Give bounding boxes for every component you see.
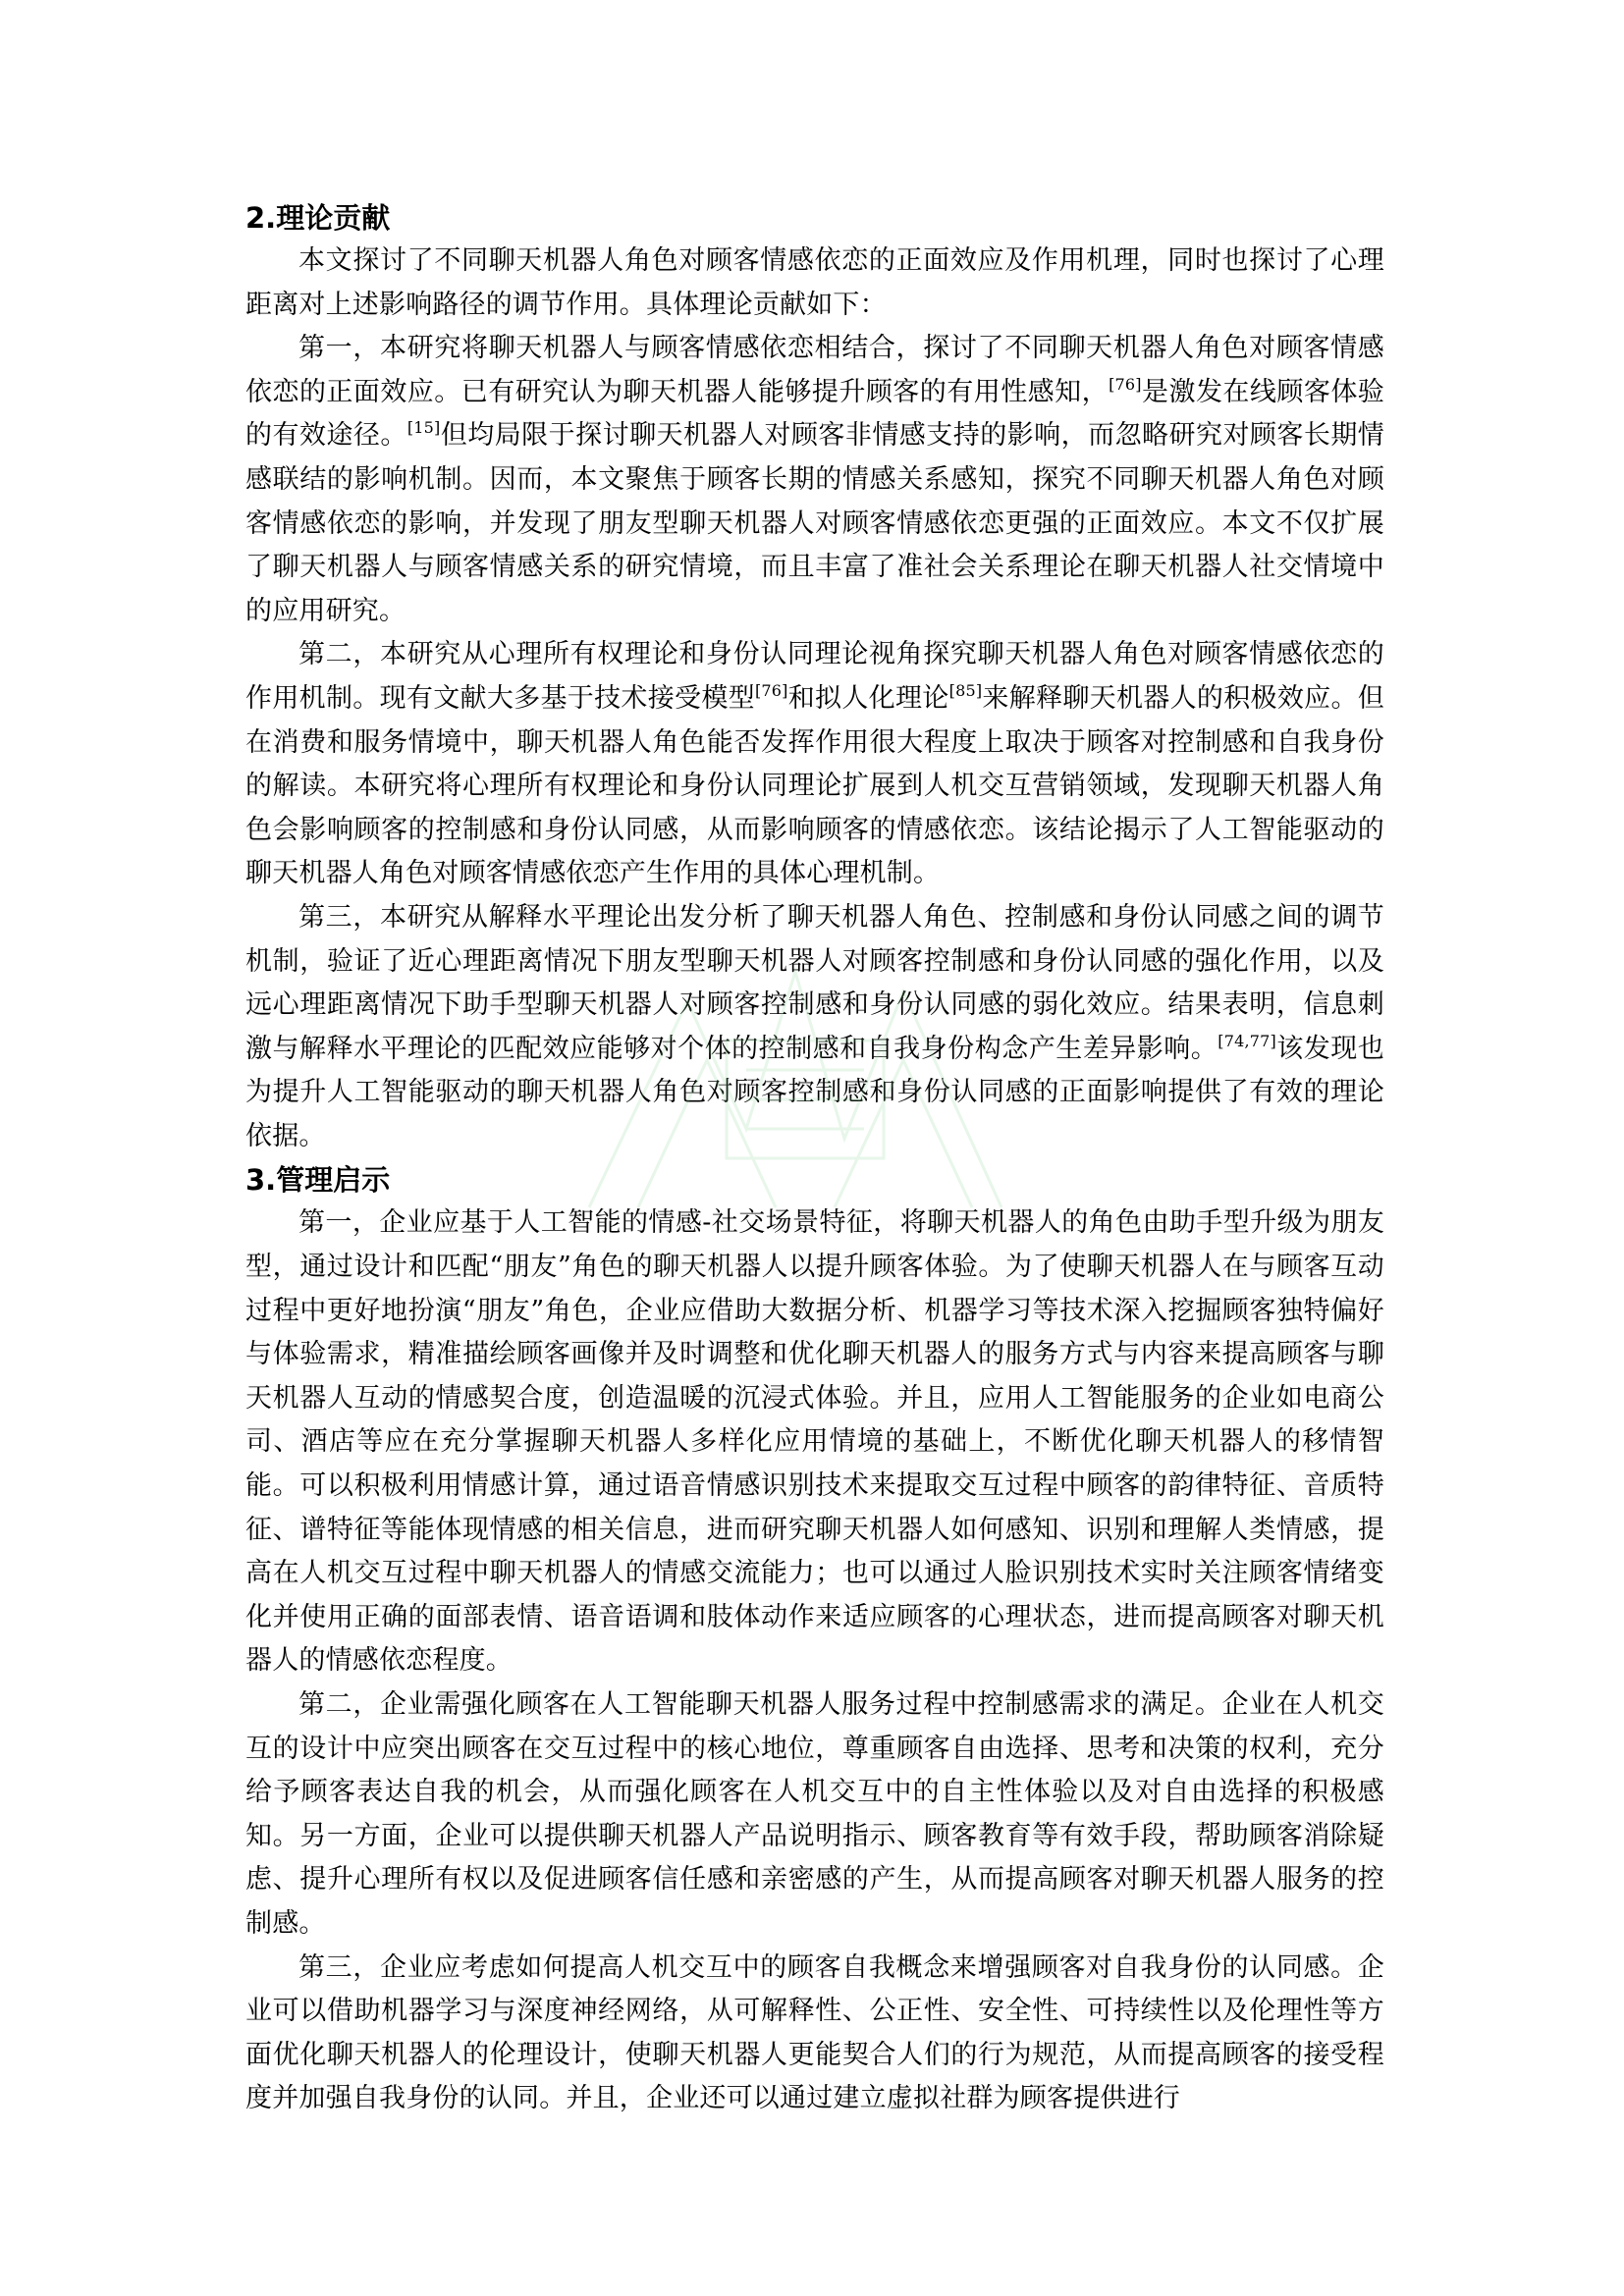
citation: [85]: [948, 680, 983, 700]
citation: [74,77]: [1218, 1031, 1276, 1050]
citation: [76]: [1109, 374, 1142, 394]
paragraph: [245, 896, 1384, 1159]
text-run: 第一，本研究将聊天机器人与顾客情感依恋相结合，探讨了不同聊天机器人角色对顾客情感依恋的正面效应。已有研究认为聊天机器人能够提升顾客的有用性感知，: [245, 333, 1384, 407]
paragraph: [245, 327, 1384, 633]
paragraph: [245, 240, 1384, 327]
paragraph: [245, 1683, 1384, 1947]
text-run: 第二，企业需强化顾客在人工智能聊天机器人服务过程中控制感需求的满足。企业在人机交互的设计中应突出顾客在交互过程中的核心地位，尊重顾客自由选择、思考和决策的权利，充分给予顾客表达自我的机会，从而强化顾客在人机交互中的自主性体验以及对自由选择的积极感知。另一方面，企业可以提供聊天机器人产品说明指示、顾客教育等有效手段，帮助顾客消除疑虑、提升心理所有权以及促进顾客信任感和亲密感的产生，从而提高顾客对聊天机器人服务的控制感。: [245, 1689, 1384, 1939]
text-run: 和拟人化理论: [787, 682, 949, 714]
text-run: 第一，企业应基于人工智能的情感-社交场景特征，将聊天机器人的角色由助手型升级为朋友型，通过设计和匹配“朋友”角色的聊天机器人以提升顾客体验。为了使聊天机器人在与顾客互动过程中更好地扮演“朋友”角色，企业应借助大数据分析、机器学习等技术深入挖掘顾客独特偏好与体验需求，精准描绘顾客画像并及时调整和优化聊天机器人的服务方式与内容来提高顾客与聊天机器人互动的情感契合度，创造温暖的沉浸式体验。并且，应用人工智能服务的企业如电商公司、酒店等应在充分掌握聊天机器人多样化应用情境的基础上，不断优化聊天机器人的移情智能。可以积极利用情感计算，通过语音情感识别技术来提取交互过程中顾客的韵律特征、音质特征、谱特征等能体现情感的相关信息，进而研究聊天机器人如何感知、识别和理解人类情感，提高在人机交互过程中聊天机器人的情感交流能力；也可以通过人脸识别技术实时关注顾客情绪变化并使用正确的面部表情、语音语调和肢体动作来适应顾客的心理状态，进而提高顾客对聊天机器人的情感依恋程度。: [245, 1207, 1384, 1677]
document-page: [245, 196, 1384, 2121]
text-run: 本文探讨了不同聊天机器人角色对顾客情感依恋的正面效应及作用机理，同时也探讨了心理距离对上述影响路径的调节作用。具体理论贡献如下：: [245, 245, 1384, 320]
text-run: 是激发在线顾客体验的有效途径。: [245, 376, 1384, 452]
text-run: 第三，企业应考虑如何提高人机交互中的顾客自我概念来增强顾客对自我身份的认同感。企业可以借助机器学习与深度神经网络，从可解释性、公正性、安全性、可持续性以及伦理性等方面优化聊天机器人的伦理设计，使聊天机器人更能契合人们的行为规范，从而提高顾客的接受程度并加强自我身份的认同。并且，企业还可以通过建立虚拟社群为顾客提供进行: [245, 1951, 1384, 2114]
paragraph: [245, 1947, 1384, 2121]
paragraph: [245, 1201, 1384, 1683]
text-run: 第三，本研究从解释水平理论出发分析了聊天机器人角色、控制感和身份认同感之间的调节机制，验证了近心理距离情况下朋友型聊天机器人对顾客控制感和身份认同感的强化作用，以及远心理距离情况下助手型聊天机器人对顾客控制感和身份认同感的弱化效应。结果表明，信息刺激与解释水平理论的匹配效应能够对个体的控制感和自我身份构念产生差异影响。: [245, 901, 1384, 1064]
citation: [76]: [754, 680, 788, 700]
section-heading: 3.管理启示: [245, 1163, 391, 1198]
section-theory: [245, 196, 1384, 1158]
text-run: 来解释聊天机器人的积极效应。但在消费和服务情境中，聊天机器人角色能否发挥作用很大程度上取决于顾客对控制感和自我身份的解读。本研究将心理所有权理论和身份认同理论扩展到人机交互营销领域，发现聊天机器人角色会影响顾客的控制感和身份认同感，从而影响顾客的情感依恋。该结论揭示了人工智能驱动的聊天机器人角色对顾客情感依恋产生作用的具体心理机制。: [245, 682, 1384, 889]
text-run: 但均局限于探讨聊天机器人对顾客非情感支持的影响，而忽略研究对顾客长期情感联结的影响机制。因而，本文聚焦于顾客长期的情感关系感知，探究不同聊天机器人角色对顾客情感依恋的影响，并发现了朋友型聊天机器人对顾客情感依恋更强的正面效应。本文不仅扩展了聊天机器人与顾客情感关系的研究情境，而且丰富了准社会关系理论在聊天机器人社交情境中的应用研究。: [245, 420, 1385, 626]
section-heading: 2.理论贡献: [245, 201, 391, 235]
paragraph: [245, 633, 1384, 896]
section-management: [245, 1158, 1384, 2120]
citation: [15]: [406, 418, 441, 438]
text-run: 该发现也为提升人工智能驱动的聊天机器人角色对顾客控制感和身份认同感的正面影响提供了有效的理论依据。: [245, 1033, 1384, 1151]
text-run: 第二，本研究从心理所有权理论和身份认同理论视角探究聊天机器人角色对顾客情感依恋的作用机制。现有文献大多基于技术接受模型: [245, 639, 1384, 714]
